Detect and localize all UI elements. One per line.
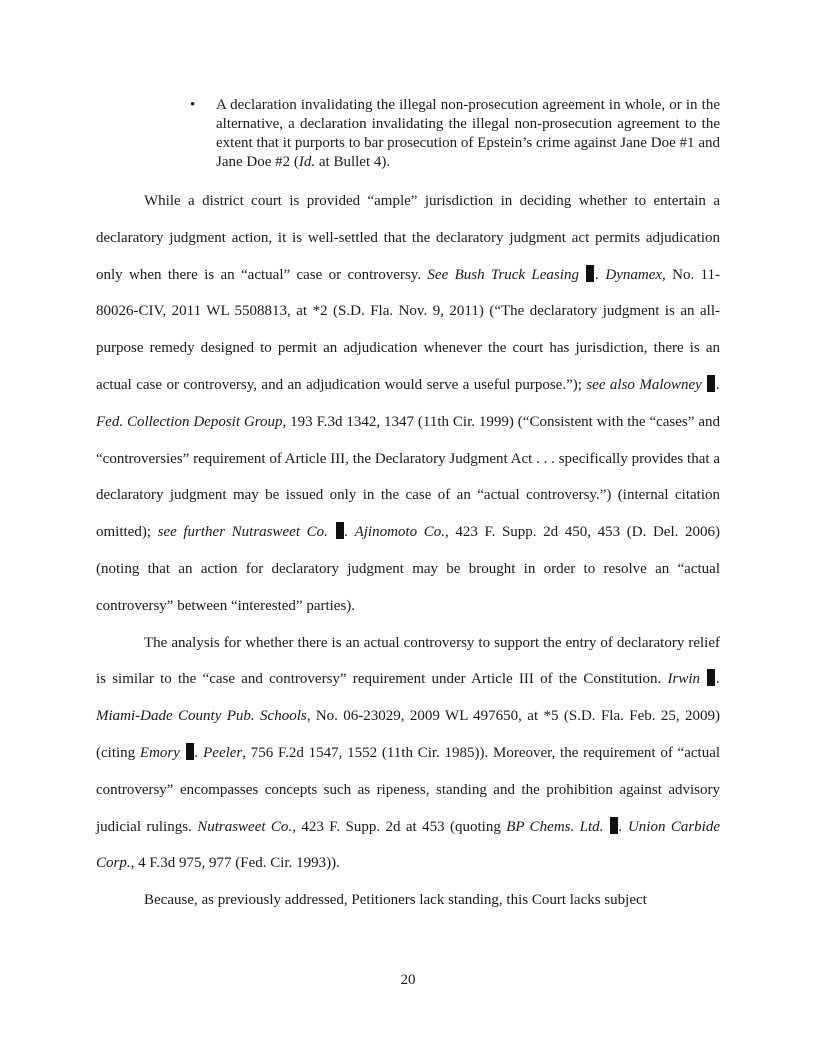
page-number: 20 [400,972,416,988]
redaction-mark [336,522,344,539]
bullet-text: A declaration invalidating the illegal non-prosecution agreement in whole, or in the alternative, a declaration invalidating the illegal non-prosecution agreement to the extent that it purports to bar prosecution of Epstein’s crime against Jane Doe #1 and Jane Doe #2 (Id. at Bullet 4). [216,97,720,170]
redaction-mark [610,817,618,834]
paragraph-standing: Because, as previously addressed, Petitioners lack standing, this Court lacks subject [144,892,647,909]
redaction-mark [186,743,194,760]
bullet-item [190,96,720,172]
paragraph-actual-controversy: The analysis for whether there is an actual controversy to support the entry of declaratory relief is similar to the “case and controversy” requirement under Article III of the Constitution. Irwin . Miami-Dade County Pub. Schools, No. 06-23029, 2009 WL 497650, at *5 (S.D. Fla. Feb. 25, 2009) (citing Emory . Peeler, 756 F.2d 1547, 1552 (11th Cir. 1985)). Moreover, the requirement of “actual controversy” encompasses concepts such as ripeness, standing and the prohibition against advisory judicial rulings. Nutrasweet Co., 423 F. Supp. 2d at 453 (quoting BP Chems. Ltd. . Union Carbide Corp., 4 F.3d 975, 977 (Fed. Cir. 1993)). [96,634,721,872]
bullet-mark: • [190,97,196,113]
body-text [96,183,720,919]
redaction-mark [707,375,715,392]
redaction-mark [586,265,594,282]
redaction-mark [707,669,715,686]
paragraph-declaratory-judgment: While a district court is provided “ample” jurisdiction in deciding whether to entertain a declaratory judgment action, it is well-settled that the declaratory judgment act permits adjudication only when there is an “actual” case or controversy. See Bush Truck Leasing . Dynamex, No. 11-80026-CIV, 2011 WL 5508813, at *2 (S.D. Fla. Nov. 9, 2011) (“The declaratory judgment is an all-purpose remedy designed to permit an adjudication whenever the court has jurisdiction, there is an actual case or controversy, and an adjudication would serve a useful purpose.”); see also Malowney . Fed. Collection Deposit Group, 193 F.3d 1342, 1347 (11th Cir. 1999) (“Consistent with the “cases” and “controversies” requirement of Article III, the Declaratory Judgment Act . . . specifically provides that a declaratory judgment may be issued only in the case of an “actual controversy.”) (internal citation omitted); see further Nutrasweet Co. . Ajinomoto Co., 423 F. Supp. 2d 450, 453 (D. Del. 2006) (noting that an action for declaratory judgment may be brought in order to resolve an “actual controversy” between “interested” parties). [96,193,721,614]
